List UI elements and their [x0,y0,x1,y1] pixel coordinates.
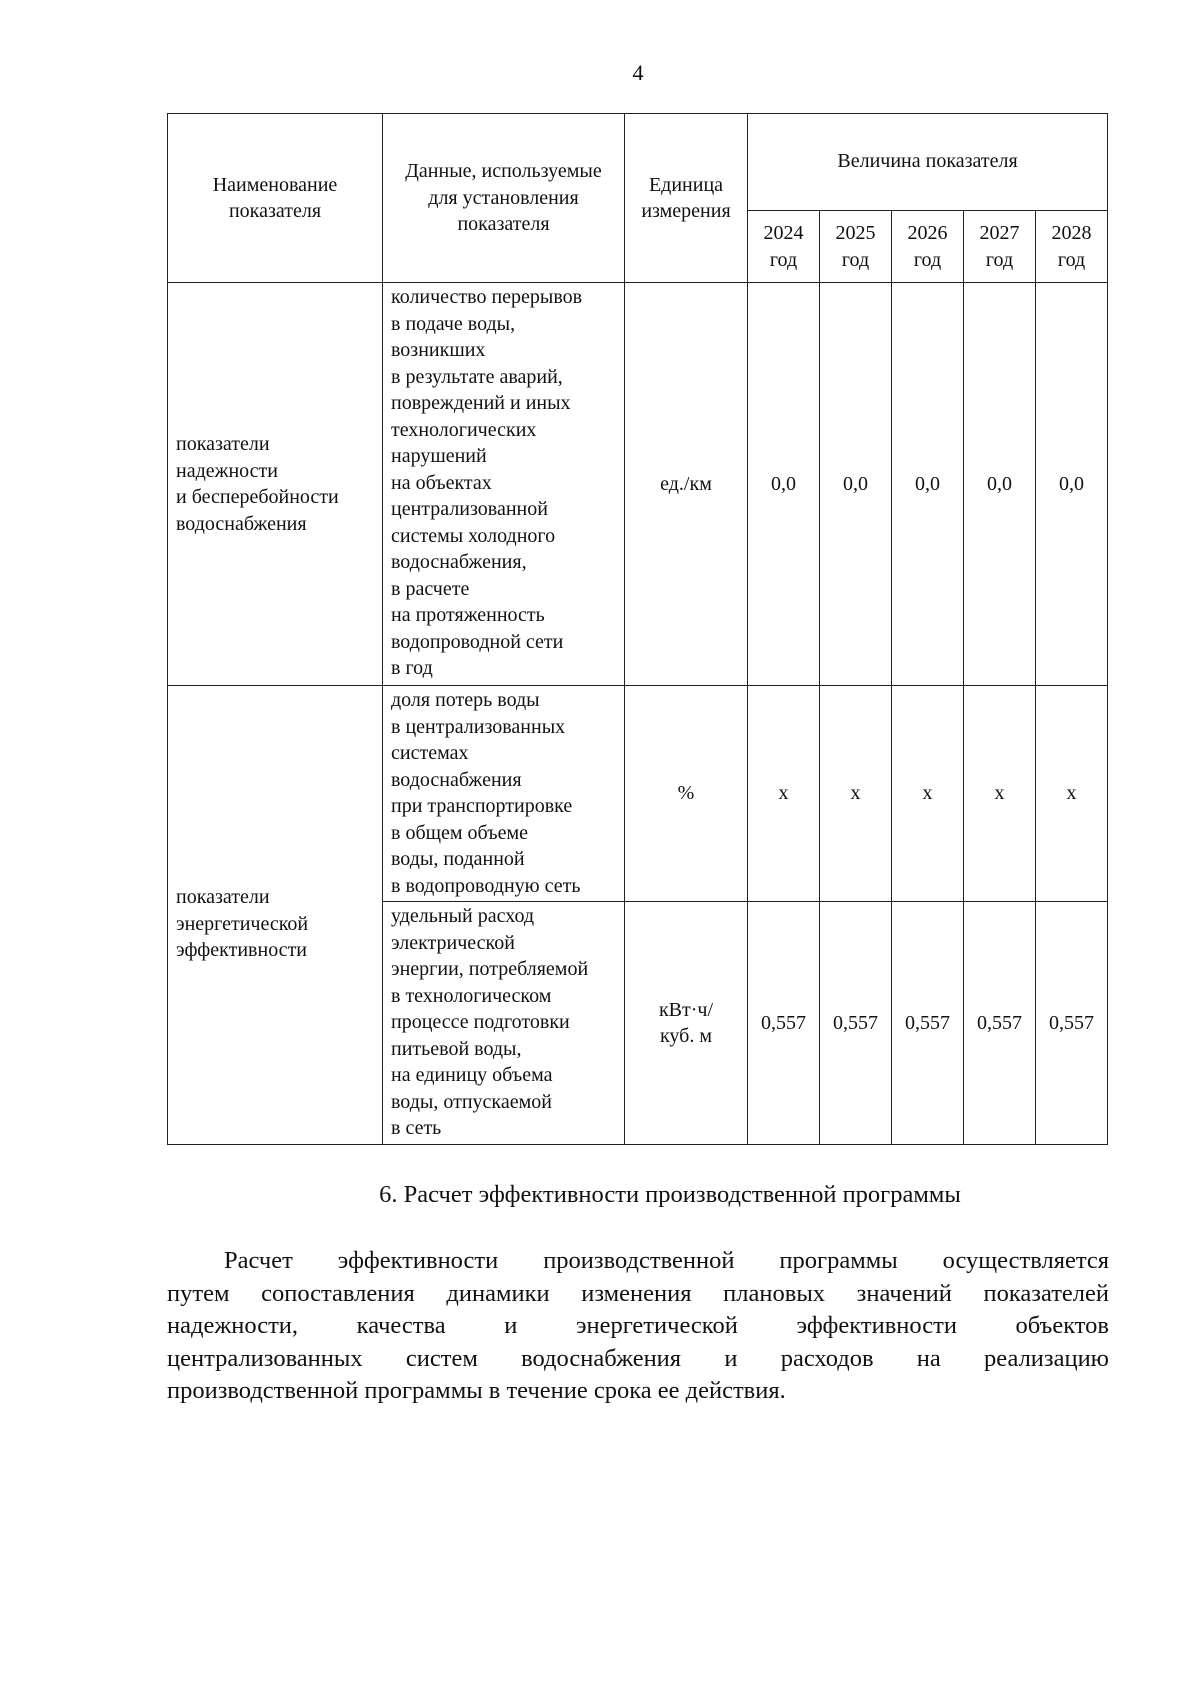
value-2027: 0,557 [964,902,1036,1145]
value-2028: 0,557 [1036,902,1108,1145]
indicator-name-energy [168,686,383,1145]
value-2024: 0,557 [748,902,820,1145]
header-data-line: показателя [457,213,550,236]
indicator-data-energy-consumption [383,902,625,1145]
header-name-line: Наименование [212,173,338,196]
data-line: при транспортировке [391,795,573,818]
data-line: возникших [391,339,486,361]
data-line: удельный расход [391,905,535,928]
paragraph-line: надежности, качества и энергетической эффективности объектов [167,1312,1109,1339]
data-line: водопроводной сети [391,630,564,653]
value-2026: 0,0 [892,283,964,686]
data-line: в подаче воды, [391,312,516,335]
year-label: 2025 [835,222,876,244]
header-data-line: Данные, используемые [405,160,602,183]
data-line: на протяженность [391,604,545,626]
data-line: питьевой воды, [391,1037,522,1060]
unit-line: ед./км [660,472,712,495]
value-2025: x [820,686,892,902]
header-unit-line: измерения [641,200,731,222]
year-label: 2028 [1051,222,1092,244]
value-2024: 0,0 [748,283,820,686]
header-unit [625,114,748,283]
value-2027: x [964,686,1036,902]
year-suffix: год [769,248,798,271]
data-line: системы холодного [391,524,556,547]
header-year-2027 [964,211,1036,283]
year-suffix: год [913,248,942,271]
section-paragraph [167,1245,1109,1408]
indicator-name-line: показатели [176,433,270,456]
data-line: воды, поданной [391,848,525,871]
indicator-unit [625,283,748,686]
paragraph-line: производственной программы в течение срока ее действия. [167,1377,786,1404]
year-suffix: год [1057,248,1086,271]
data-line: нарушений [391,445,487,467]
value-2025: 0,0 [820,283,892,686]
unit-line: кВт·ч/ [658,998,714,1021]
data-line: водоснабжения [391,768,522,791]
data-line: доля потерь воды [391,689,540,712]
indicator-name-line: показатели [176,886,270,909]
year-label: 2026 [907,222,948,244]
value-2027: 0,0 [964,283,1036,686]
header-name [168,114,383,283]
header-data [383,114,625,283]
data-line: в водопроводную сеть [391,874,581,897]
header-year-2024 [748,211,820,283]
data-line: в централизованных [391,715,566,738]
data-line: энергии, потребляемой [391,958,589,981]
value-2026: x [892,686,964,902]
header-name-line: показателя [228,200,322,222]
data-line: технологических [391,418,537,441]
indicator-name-line: надежности [176,459,278,482]
year-suffix: год [985,248,1014,271]
indicator-name-reliability [168,283,383,686]
paragraph-line: централизованных систем водоснабжения и расходов на реализацию [167,1344,1109,1372]
data-line: в результате аварий, [391,365,563,388]
value-2028: x [1036,686,1108,902]
indicator-unit [625,902,748,1145]
section-heading: 6. Расчет эффективности производственной программы [379,1181,961,1208]
unit-line: % [677,782,695,805]
data-line: повреждений и иных [391,392,571,414]
header-row-1 [168,114,1108,211]
data-line: процессе подготовки [391,1011,570,1034]
value-2025: 0,557 [820,902,892,1145]
unit-line: куб. м [659,1025,712,1048]
paragraph-line: Расчет эффективности производственной программы осуществляется [224,1247,1109,1274]
data-line: в расчете [391,577,470,600]
paragraph-line: путем сопоставления динамики изменения плановых значений показателей [167,1279,1109,1307]
data-line: электрической [391,931,515,954]
value-2028: 0,0 [1036,283,1108,686]
data-line: на единицу объема [391,1064,553,1087]
indicators-table [167,113,1108,1145]
data-line: в технологическом [391,984,552,1007]
indicator-data-interruptions [383,283,625,686]
data-line: количество перерывов [391,286,583,308]
page-number: 4 [632,60,644,85]
header-unit-line: Единица [648,173,724,196]
header-year-2025 [820,211,892,283]
year-label: 2027 [979,222,1020,244]
data-line: системах [391,742,469,765]
indicator-name-line: и бесперебойности [176,486,339,509]
data-line: централизованной [391,498,548,520]
year-suffix: год [841,248,870,271]
indicator-name-line: эффективности [176,939,308,962]
data-line: в сеть [391,1117,442,1140]
header-value-group: Величина показателя [748,114,1108,211]
indicator-unit [625,686,748,902]
table-row-reliability [168,283,1108,686]
data-line: на объектах [391,471,492,494]
header-data-line: для установления [428,186,579,209]
data-line: воды, отпускаемой [391,1090,552,1113]
year-label: 2024 [763,222,804,244]
data-line: водоснабжения, [391,551,527,573]
data-line: в год [391,657,433,679]
value-2024: x [748,686,820,902]
value-2026: 0,557 [892,902,964,1145]
indicator-data-water-losses [383,686,625,902]
header-year-2028 [1036,211,1108,283]
indicator-name-line: энергетической [176,912,309,935]
header-year-2026 [892,211,964,283]
indicator-name-line: водоснабжения [176,512,307,535]
table-row-water-losses [168,686,1108,902]
data-line: в общем объеме [391,821,528,844]
